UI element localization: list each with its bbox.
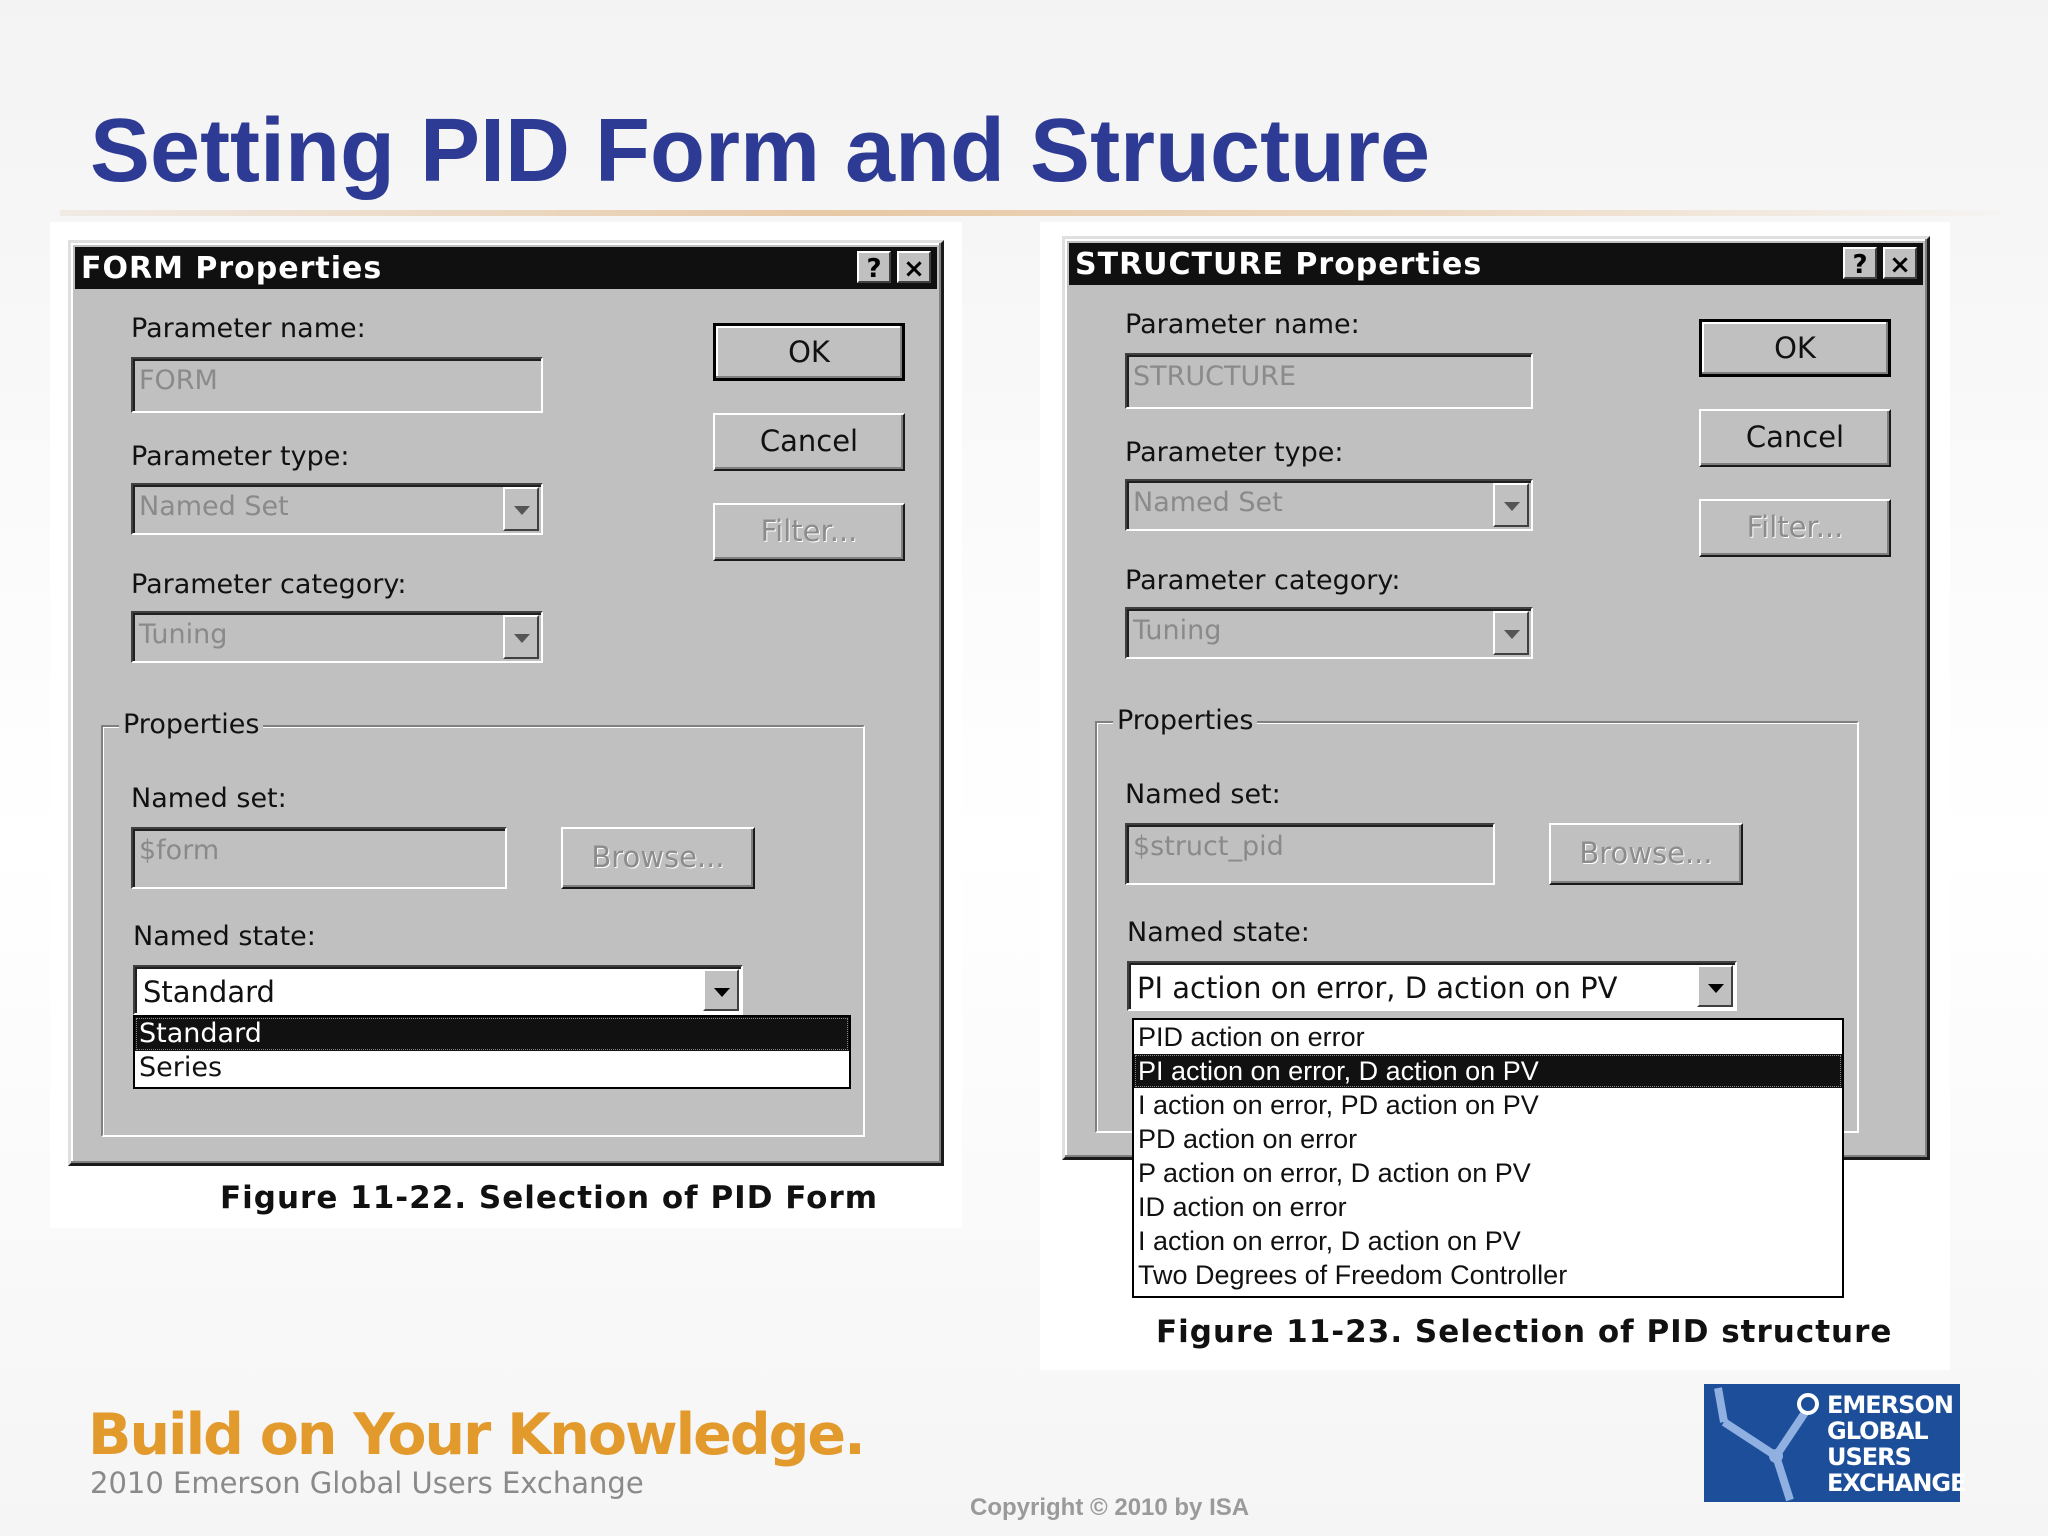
option-pid-action-on-error[interactable]: PID action on error	[1138, 1022, 1365, 1052]
parameter-name-label: Parameter name:	[131, 313, 366, 344]
filter-button[interactable]: Filter...	[1699, 499, 1891, 557]
dialog-titlebar[interactable]	[75, 247, 937, 289]
parameter-name-field[interactable]: FORM	[131, 357, 543, 413]
dialog-title: STRUCTURE Properties	[1075, 247, 1483, 282]
dialog-title: FORM Properties	[81, 251, 383, 286]
named-state-value: Standard	[143, 975, 275, 1009]
logo-line: USERS	[1827, 1443, 1911, 1471]
figure-form	[50, 222, 962, 1228]
named-state-label: Named state:	[133, 921, 316, 952]
close-button[interactable]: ×	[1883, 247, 1917, 279]
named-state-select[interactable]	[133, 965, 743, 1015]
option-pd-action-on-error[interactable]: PD action on error	[1138, 1124, 1358, 1154]
named-set-field[interactable]: $struct_pid	[1125, 823, 1495, 885]
emerson-logo	[1704, 1384, 1966, 1502]
option-pi-error-d-pv[interactable]: PI action on error, D action on PV	[1134, 1054, 1842, 1088]
figure-structure	[1040, 222, 1950, 1370]
chevron-down-icon[interactable]	[1493, 483, 1529, 527]
logo-line: GLOBAL	[1827, 1417, 1928, 1445]
form-properties-dialog	[68, 240, 944, 1166]
molecule-icon	[1704, 1384, 1824, 1502]
parameter-name-field[interactable]: STRUCTURE	[1125, 353, 1533, 409]
chevron-down-icon[interactable]	[1697, 965, 1733, 1007]
cancel-button[interactable]: Cancel	[1699, 409, 1891, 467]
filter-button[interactable]: Filter...	[713, 503, 905, 561]
parameter-category-value: Tuning	[1133, 615, 1222, 646]
logo-text	[1827, 1392, 1966, 1496]
parameter-category-select[interactable]	[131, 611, 543, 663]
option-id-action-on-error[interactable]: ID action on error	[1138, 1192, 1347, 1222]
ok-button[interactable]: OK	[713, 323, 905, 381]
chevron-down-icon[interactable]	[503, 615, 539, 659]
option-standard[interactable]: Standard	[135, 1017, 849, 1051]
browse-button[interactable]: Browse...	[1549, 823, 1743, 885]
help-button[interactable]: ?	[857, 251, 891, 283]
parameter-type-value: Named Set	[1133, 487, 1283, 518]
cancel-button[interactable]: Cancel	[713, 413, 905, 471]
named-state-value: PI action on error, D action on PV	[1137, 971, 1618, 1005]
option-p-error-d-pv[interactable]: P action on error, D action on PV	[1138, 1158, 1531, 1188]
title-divider	[60, 210, 2000, 216]
help-button[interactable]: ?	[1843, 247, 1877, 279]
named-set-label: Named set:	[131, 783, 287, 814]
brand-subtitle: 2010 Emerson Global Users Exchange	[90, 1466, 644, 1500]
parameter-type-value: Named Set	[139, 491, 289, 522]
option-i-error-pd-pv[interactable]: I action on error, PD action on PV	[1138, 1090, 1539, 1120]
named-state-select[interactable]	[1127, 961, 1737, 1011]
parameter-type-select[interactable]	[1125, 479, 1533, 531]
named-state-options	[1132, 1018, 1844, 1298]
figure-caption: Figure 11-22. Selection of PID Form	[220, 1180, 879, 1216]
parameter-type-label: Parameter type:	[1125, 437, 1344, 468]
parameter-name-label: Parameter name:	[1125, 309, 1360, 340]
named-state-options	[133, 1015, 851, 1089]
parameter-category-label: Parameter category:	[131, 569, 407, 600]
parameter-category-select[interactable]	[1125, 607, 1533, 659]
parameter-type-select[interactable]	[131, 483, 543, 535]
chevron-down-icon[interactable]	[1493, 611, 1529, 655]
option-two-degrees-of-freedom[interactable]: Two Degrees of Freedom Controller	[1138, 1260, 1568, 1290]
figure-caption: Figure 11-23. Selection of PID structure	[1156, 1314, 1893, 1350]
named-set-label: Named set:	[1125, 779, 1281, 810]
chevron-down-icon[interactable]	[703, 969, 739, 1011]
brand-tagline: Build on Your Knowledge.	[88, 1402, 864, 1468]
option-i-error-d-pv[interactable]: I action on error, D action on PV	[1138, 1226, 1521, 1256]
named-state-label: Named state:	[1127, 917, 1310, 948]
option-series[interactable]: Series	[139, 1052, 223, 1083]
ok-button[interactable]: OK	[1699, 319, 1891, 377]
slide-title: Setting PID Form and Structure	[90, 101, 1431, 201]
copyright-notice: Copyright © 2010 by ISA	[970, 1494, 1250, 1521]
parameter-category-value: Tuning	[139, 619, 228, 650]
properties-legend: Properties	[1113, 705, 1257, 736]
dialog-titlebar[interactable]	[1069, 243, 1923, 285]
browse-button[interactable]: Browse...	[561, 827, 755, 889]
parameter-category-label: Parameter category:	[1125, 565, 1401, 596]
parameter-type-label: Parameter type:	[131, 441, 350, 472]
logo-line: EXCHANGE	[1827, 1469, 1966, 1497]
logo-line: EMERSON	[1827, 1391, 1953, 1419]
named-set-field[interactable]: $form	[131, 827, 507, 889]
chevron-down-icon[interactable]	[503, 487, 539, 531]
properties-legend: Properties	[119, 709, 263, 740]
close-button[interactable]: ×	[897, 251, 931, 283]
